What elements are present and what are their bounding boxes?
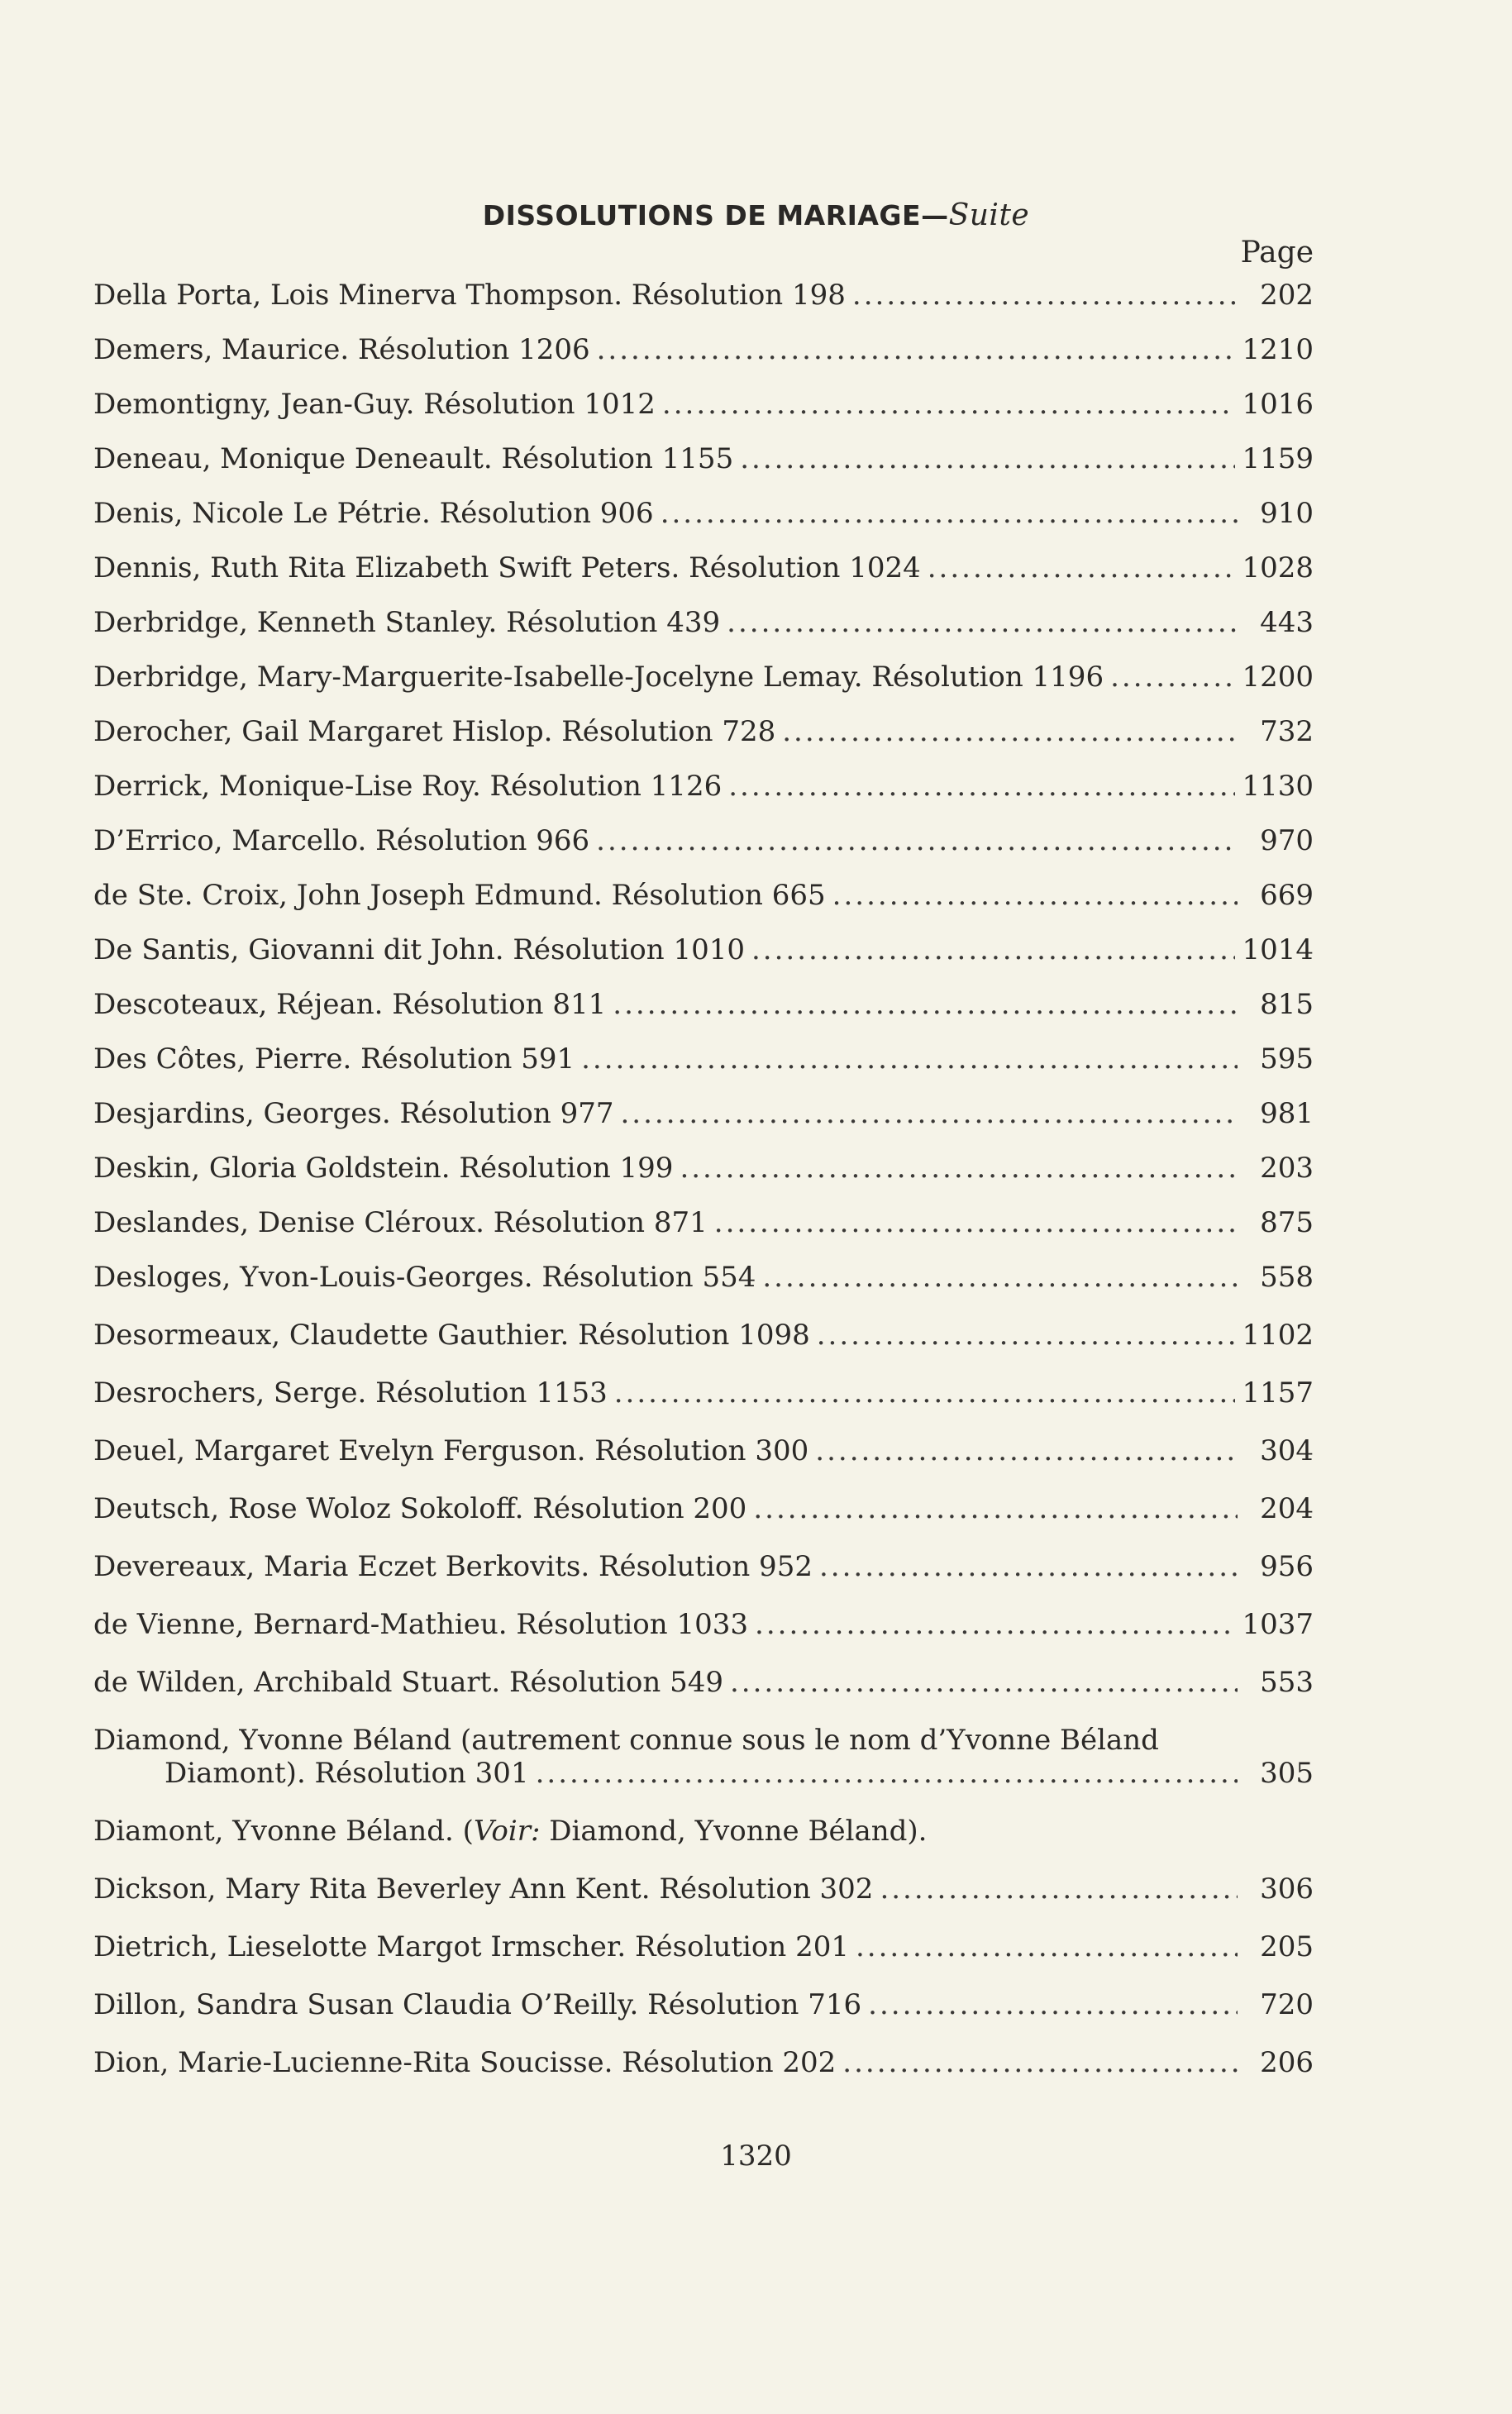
entry-page: 443	[1260, 606, 1314, 639]
entry-name: Des Côtes, Pierre. Résolution 591	[93, 1042, 575, 1076]
entry-page: 720	[1260, 1988, 1314, 2021]
entry-name: Derbridge, Mary-Marguerite-Isabelle-Jocelyne Lemay. Résolution 1196	[93, 661, 1104, 694]
entry-name: Descoteaux, Réjean. Résolution 811	[93, 988, 607, 1021]
title-suffix: Suite	[948, 198, 1030, 232]
entry-name: Derbridge, Kenneth Stanley. Résolution 439	[93, 606, 721, 639]
index-entry	[93, 824, 1314, 857]
title-main: DISSOLUTIONS DE MARIAGE—	[482, 199, 949, 231]
leader-dots	[753, 1492, 1238, 1525]
index-entry	[93, 1666, 1314, 1699]
index-entry	[93, 1873, 1314, 1906]
entry-name: Denis, Nicole Le Pétrie. Résolution 906	[93, 497, 654, 530]
entry-page: 204	[1260, 1492, 1314, 1525]
index-entry-cross-reference	[93, 1815, 1314, 1848]
leader-dots	[728, 770, 1235, 803]
entry-page: 205	[1260, 1930, 1314, 1963]
entry-name: de Ste. Croix, John Joseph Edmund. Résolution 665	[93, 879, 826, 912]
entry-page: 981	[1260, 1097, 1314, 1130]
entry-page: 1014	[1242, 933, 1314, 966]
leader-dots	[762, 1261, 1238, 1294]
entry-page: 1016	[1242, 388, 1314, 421]
leader-dots	[852, 279, 1238, 312]
index-entry	[93, 1930, 1314, 1963]
entry-page: 1102	[1242, 1319, 1314, 1352]
entry-name: De Santis, Giovanni dit John. Résolution 1010	[93, 933, 745, 966]
index-entry	[93, 2046, 1314, 2079]
entry-page: 1200	[1242, 661, 1314, 694]
entry-page: 202	[1260, 279, 1314, 312]
entry-name-line1: Diamond, Yvonne Béland (autrement connue sous le nom d’Yvonne Béland	[93, 1724, 1159, 1757]
leader-dots	[727, 606, 1238, 639]
leader-dots	[536, 1757, 1238, 1790]
index-entry	[93, 279, 1314, 312]
entry-name: Dillon, Sandra Susan Claudia O’Reilly. Résolution 716	[93, 1988, 862, 2021]
entry-name: Dietrich, Lieselotte Margot Irmscher. Résolution 201	[93, 1930, 849, 1963]
leader-dots	[817, 1319, 1236, 1352]
cross-reference-suffix: Diamond, Yvonne Béland).	[540, 1815, 928, 1848]
entry-name: Derocher, Gail Margaret Hislop. Résolution 728	[93, 715, 776, 748]
entry-name: Desloges, Yvon-Louis-Georges. Résolution 554	[93, 1261, 756, 1294]
leader-dots	[928, 551, 1236, 584]
leader-dots	[815, 1434, 1238, 1467]
entry-page: 206	[1260, 2046, 1314, 2079]
leader-dots	[868, 1988, 1238, 2021]
index-entry	[93, 1319, 1314, 1352]
entry-name: Desrochers, Serge. Résolution 1153	[93, 1376, 608, 1410]
leader-dots	[819, 1550, 1238, 1583]
entry-page: 553	[1260, 1666, 1314, 1699]
leader-dots	[755, 1608, 1235, 1641]
entry-page: 1157	[1242, 1376, 1314, 1410]
leader-dots	[581, 1042, 1238, 1076]
entry-page: 669	[1260, 879, 1314, 912]
index-entry	[93, 551, 1314, 584]
entry-page: 815	[1260, 988, 1314, 1021]
entry-name: Demontigny, Jean-Guy. Résolution 1012	[93, 388, 656, 421]
leader-dots	[613, 988, 1238, 1021]
entry-page: 956	[1260, 1550, 1314, 1583]
entry-name: Devereaux, Maria Eczet Berkovits. Résolution 952	[93, 1550, 813, 1583]
entry-name: Della Porta, Lois Minerva Thompson. Résolution 198	[93, 279, 846, 312]
index-entry	[93, 988, 1314, 1021]
entry-name: D’Errico, Marcello. Résolution 966	[93, 824, 590, 857]
index-entry	[93, 1434, 1314, 1467]
index-entry	[93, 1206, 1314, 1239]
entry-name: Deuel, Margaret Evelyn Ferguson. Résolution 300	[93, 1434, 809, 1467]
leader-dots	[662, 388, 1236, 421]
index-entry	[93, 1152, 1314, 1185]
index-entry-diamond	[93, 1724, 1314, 1790]
leader-dots	[714, 1206, 1238, 1239]
entry-page: 1037	[1242, 1608, 1314, 1641]
leader-dots	[880, 1873, 1238, 1906]
entry-name: Demers, Maurice. Résolution 1206	[93, 333, 590, 366]
entry-page: 203	[1260, 1152, 1314, 1185]
entry-page: 875	[1260, 1206, 1314, 1239]
index-entry	[93, 1261, 1314, 1294]
entry-name: Deslandes, Denise Cléroux. Résolution 871	[93, 1206, 708, 1239]
index-entry	[93, 442, 1314, 475]
leader-dots	[751, 933, 1235, 966]
index-entries	[93, 279, 1314, 2079]
entry-name: de Vienne, Bernard-Mathieu. Résolution 1033	[93, 1608, 749, 1641]
leader-dots	[680, 1152, 1238, 1185]
entry-page: 732	[1260, 715, 1314, 748]
leader-dots	[596, 824, 1238, 857]
page-number: 1320	[720, 2140, 792, 2173]
index-entry	[93, 1608, 1314, 1641]
entry-name-line2-row	[93, 1757, 1314, 1790]
cross-reference-prefix: Diamont, Yvonne Béland. (	[93, 1815, 474, 1848]
entry-name: Dickson, Mary Rita Beverley Ann Kent. Résolution 302	[93, 1873, 874, 1906]
entry-page: 1028	[1242, 551, 1314, 584]
index-entry	[93, 1376, 1314, 1410]
index-entry	[93, 1492, 1314, 1525]
index-entry	[93, 879, 1314, 912]
leader-dots	[614, 1376, 1236, 1410]
entry-page: 1130	[1242, 770, 1314, 803]
index-entry	[93, 1097, 1314, 1130]
entry-name: de Wilden, Archibald Stuart. Résolution 549	[93, 1666, 723, 1699]
leader-dots	[620, 1097, 1238, 1130]
leader-dots	[661, 497, 1238, 530]
page-title	[0, 198, 1512, 232]
entry-name-line2: Diamont). Résolution 301	[165, 1757, 529, 1790]
index-entry	[93, 333, 1314, 366]
entry-name: Deutsch, Rose Woloz Sokoloff. Résolution 200	[93, 1492, 747, 1525]
index-entry	[93, 933, 1314, 966]
index-entry	[93, 661, 1314, 694]
cross-reference-voir: Voir:	[473, 1815, 541, 1848]
entry-page: 595	[1260, 1042, 1314, 1076]
entry-page: 306	[1260, 1873, 1314, 1906]
leader-dots	[782, 715, 1238, 748]
leader-dots	[842, 2046, 1238, 2079]
entry-page: 1159	[1242, 442, 1314, 475]
index-entry	[93, 388, 1314, 421]
entry-name: Derrick, Monique-Lise Roy. Résolution 1126	[93, 770, 723, 803]
leader-dots	[856, 1930, 1238, 1963]
entry-page: 910	[1260, 497, 1314, 530]
index-entry	[93, 1550, 1314, 1583]
leader-dots	[832, 879, 1238, 912]
index-entry	[93, 497, 1314, 530]
entry-name: Desormeaux, Claudette Gauthier. Résolution 1098	[93, 1319, 810, 1352]
index-entry	[93, 715, 1314, 748]
entry-page: 970	[1260, 824, 1314, 857]
index-entry	[93, 770, 1314, 803]
entry-name: Desjardins, Georges. Résolution 977	[93, 1097, 614, 1130]
leader-dots	[740, 442, 1235, 475]
leader-dots	[1110, 661, 1235, 694]
entry-page: 305	[1260, 1757, 1314, 1790]
leader-dots	[597, 333, 1236, 366]
index-entry	[93, 606, 1314, 639]
index-entry	[93, 1988, 1314, 2021]
index-entry	[93, 1042, 1314, 1076]
entry-page: 558	[1260, 1261, 1314, 1294]
entry-page: 304	[1260, 1434, 1314, 1467]
entry-page: 1210	[1242, 333, 1314, 366]
entry-name: Deskin, Gloria Goldstein. Résolution 199	[93, 1152, 674, 1185]
page-column-label: Page	[1240, 236, 1314, 270]
entry-name: Dennis, Ruth Rita Elizabeth Swift Peters. Résolution 1024	[93, 551, 921, 584]
leader-dots	[730, 1666, 1238, 1699]
entry-name: Deneau, Monique Deneault. Résolution 1155	[93, 442, 734, 475]
entry-name: Dion, Marie-Lucienne-Rita Soucisse. Résolution 202	[93, 2046, 837, 2079]
